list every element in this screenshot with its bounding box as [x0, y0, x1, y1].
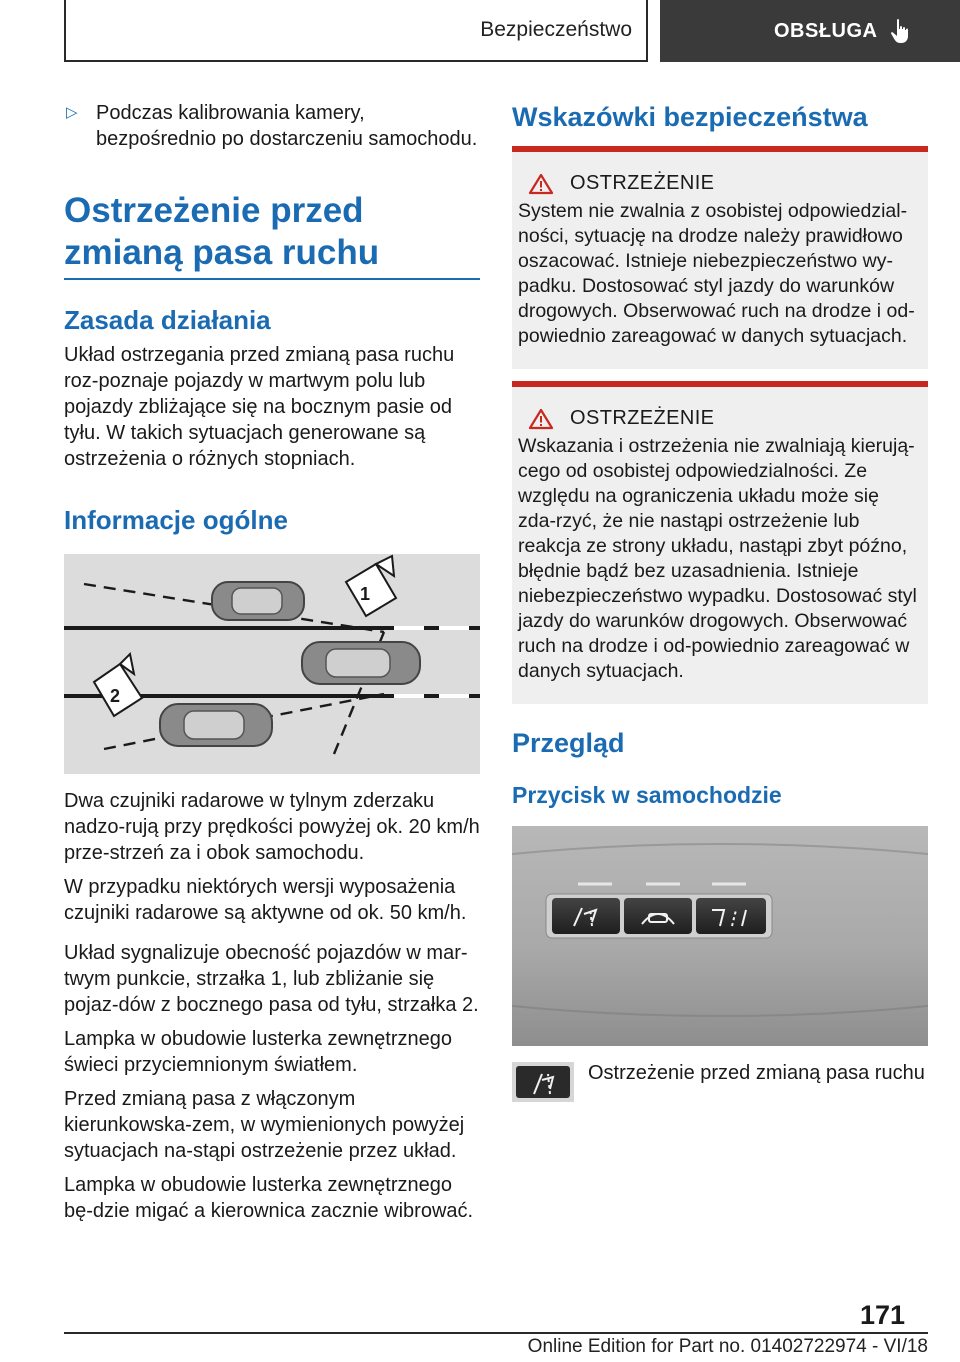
arrow-2-label: 2: [110, 686, 121, 706]
warning-box: [512, 381, 928, 704]
warning-title-row: [518, 172, 922, 195]
section-heading: Ostrzeżenie przed zmianą pasa ruchu: [64, 190, 480, 280]
principle-paragraph: Układ ostrzegania przed zmianą pasa ruchu roz-poznaje pojazdy w martwym polu lub pojazdy zbliżające się na bocznym pasie od tyłu. W takich sytuacjach generowane są ostrzeżenia o różnych stopniach.: [64, 344, 455, 470]
triangle-bullet-icon: ▷: [66, 104, 78, 121]
subheading-principle: Zasada działania: [64, 305, 271, 335]
arrow-1-label: 1: [360, 584, 371, 604]
button-panel-image: [512, 826, 928, 1046]
lane-diagram: [64, 554, 480, 774]
button-caption-row: [512, 1062, 928, 1102]
warning-triangle-icon: [528, 173, 554, 195]
lane-departure-button[interactable]: [696, 898, 766, 934]
warning-title-row: [518, 407, 922, 430]
footer-divider: [64, 1332, 928, 1334]
bullet-text: Podczas kalibrowania kamery, bezpośrednio po dostarczeniu samochodu.: [96, 102, 478, 150]
mirror-light-paragraph: Lampka w obudowie lusterka zewnętrznego świeci przyciemnionym światłem.: [64, 1028, 452, 1076]
button-panel-photo: [512, 826, 928, 1046]
warning-text: Wskazania i ostrzeżenia nie zwalniają kierują-cego od osobistej odpowiedzialności. Ze względu na ograniczenia układu może się zda-rzyć, że nie nastąpi ostrzeżenie lub reakcja ze strony układu, nastąpi zbyt późno, błędnie bądź bez uzasadnienia. Istnieje niebezpieczeństwo wypadku. Dostosować styl jazdy do warunków drogowych. Obserwować ruch na drodze i od-powiednio zareagować w danych sytuacjach.: [518, 435, 917, 682]
lane-change-paragraph: Przed zmianą pasa z włączonym kierunkowska-zem, w wymienionych powyżej sytuacjach na-stąpi ostrzeżenie przez układ.: [64, 1088, 465, 1162]
subheading-overview: Przegląd: [512, 728, 625, 758]
warning-title: OSTRZEŻENIE: [570, 407, 715, 429]
lane-change-illustration: [64, 554, 480, 774]
subheading-safety: Wskazówki bezpieczeństwa: [512, 102, 868, 132]
subheading-general: Informacje ogólne: [64, 505, 288, 535]
equipment-paragraph: W przypadku niektórych wersji wyposażenia czujniki radarowe są aktywne od ok. 50 km/h.: [64, 876, 467, 924]
footer-edition: Online Edition for Part no. 01402722974 - VI/18: [527, 1336, 928, 1357]
button-caption: Ostrzeżenie przed zmianą pasa ruchu: [588, 1062, 925, 1084]
warning-triangle-icon: [528, 408, 554, 430]
subheading-button: Przycisk w samochodzie: [512, 782, 782, 808]
radar-paragraph: Dwa czujniki radarowe w tylnym zderzaku nadzo-rują przy prędkości powyżej ok. 20 km/h prze-strzeń za i obok samochodu.: [64, 790, 480, 864]
left-column: [64, 100, 480, 1224]
lane-change-warning-button[interactable]: [552, 898, 620, 934]
car-icon: [160, 704, 272, 746]
header-chapter-tab: [660, 0, 960, 62]
vibration-paragraph: Lampka w obudowie lusterka zewnętrznego bę-dzie migać a kierownica zacznie wibrować.: [64, 1174, 474, 1222]
warning-title: OSTRZEŻENIE: [570, 172, 715, 194]
lane-change-warning-icon: [512, 1062, 574, 1102]
collision-warning-button[interactable]: [624, 898, 692, 934]
car-icon: [302, 642, 420, 684]
right-column: [512, 100, 928, 1102]
car-icon: [212, 582, 304, 620]
pointing-hand-icon: [890, 18, 912, 44]
warning-text: System nie zwalnia z osobistej odpowiedzial-ności, sytuację na drodze należy prawidłowo oszacować. Istnieje niebezpieczeństwo wy-padku. Dostosować styl jazdy do warunków drogowych. Obserwować ruch na drodze i od-powiednio zareagować w danych sytuacjach.: [518, 200, 915, 347]
header-chapter-label: OBSŁUGA: [774, 19, 878, 42]
header-section-title: Bezpieczeństwo: [64, 0, 648, 62]
bullet-item: [64, 100, 480, 152]
warning-box: [512, 146, 928, 369]
signal-paragraph: Układ sygnalizuje obecność pojazdów w mar-twym punkcie, strzałka 1, lub zbliżanie się pojaz-dów z bocznego pasa od tyłu, strzałka 2.: [64, 942, 479, 1016]
page-number: 171: [860, 1300, 906, 1330]
